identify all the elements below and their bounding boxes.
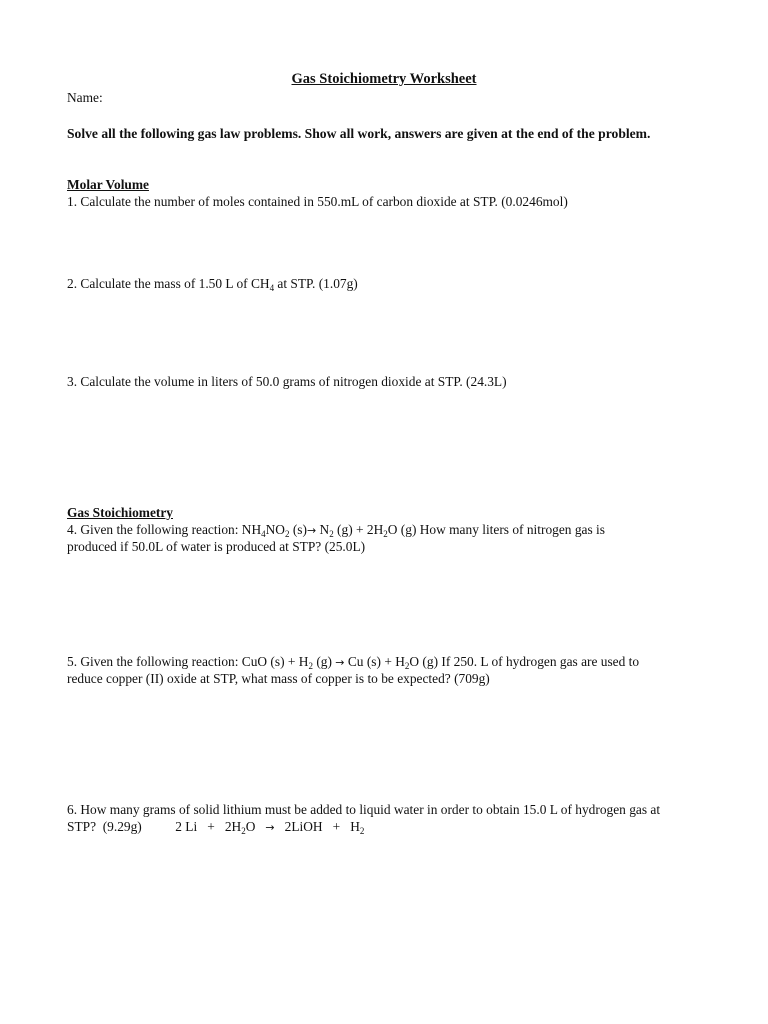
q6-text: 2LiOH + H bbox=[274, 819, 360, 834]
question-4-line-2: produced if 50.0L of water is produced at STP? (25.0L) bbox=[67, 539, 366, 554]
q5-text: 5. Given the following reaction: CuO (s) + H bbox=[67, 654, 309, 669]
q4-text: NO bbox=[265, 522, 285, 537]
question-6-line-2 bbox=[67, 818, 364, 837]
subscript: 2 bbox=[241, 826, 246, 836]
subscript: 2 bbox=[383, 529, 388, 539]
subscript: 4 bbox=[269, 283, 275, 293]
q4-text: (s) bbox=[289, 522, 307, 537]
reaction-arrow-icon: → bbox=[265, 821, 275, 834]
subscript: 2 bbox=[329, 529, 334, 539]
question-2 bbox=[67, 275, 358, 293]
question-6-line-1: 6. How many grams of solid lithium must be added to liquid water in order to obtain 15.0 L of hydrogen gas at bbox=[67, 802, 661, 817]
subscript: 2 bbox=[308, 661, 313, 671]
q5-text: O (g) If 250. L of hydrogen gas are used to bbox=[409, 654, 640, 669]
q5-text: Cu (s) + H bbox=[344, 654, 405, 669]
reaction-arrow-icon: → bbox=[306, 524, 317, 537]
section-heading-molar-volume: Molar Volume bbox=[67, 177, 149, 192]
page-title: Gas Stoichiometry Worksheet bbox=[291, 71, 477, 87]
q6-text: O bbox=[245, 819, 266, 834]
subscript: 2 bbox=[359, 826, 365, 836]
question-2-text: 2. Calculate the mass of 1.50 L of CH bbox=[67, 276, 270, 291]
question-3: 3. Calculate the volume in liters of 50.0 grams of nitrogen dioxide at STP. (24.3L) bbox=[67, 374, 507, 389]
q4-text: (g) + 2H bbox=[333, 522, 384, 537]
question-1: 1. Calculate the number of moles contained in 550.mL of carbon dioxide at STP. (0.0246mol) bbox=[67, 194, 568, 209]
q5-text: (g) bbox=[312, 654, 336, 669]
question-5-line-2: reduce copper (II) oxide at STP, what mass of copper is to be expected? (709g) bbox=[67, 671, 490, 686]
section-heading-gas-stoichiometry: Gas Stoichiometry bbox=[67, 505, 173, 520]
question-2-text-end: at STP. (1.07g) bbox=[274, 276, 358, 291]
instructions: Solve all the following gas law problems. Show all work, answers are given at the end of the problem. bbox=[67, 126, 651, 141]
q4-text: 4. Given the following reaction: NH bbox=[67, 522, 262, 537]
subscript: 2 bbox=[404, 661, 410, 671]
reaction-arrow-icon: → bbox=[335, 656, 345, 669]
subscript: 4 bbox=[261, 529, 266, 539]
subscript: 2 bbox=[284, 529, 290, 539]
name-label: Name: bbox=[67, 90, 103, 105]
q6-text: STP? (9.29g) 2 Li + 2H bbox=[67, 819, 242, 834]
q4-text: N bbox=[316, 522, 330, 537]
q4-text: O (g) How many liters of nitrogen gas is bbox=[387, 522, 605, 537]
